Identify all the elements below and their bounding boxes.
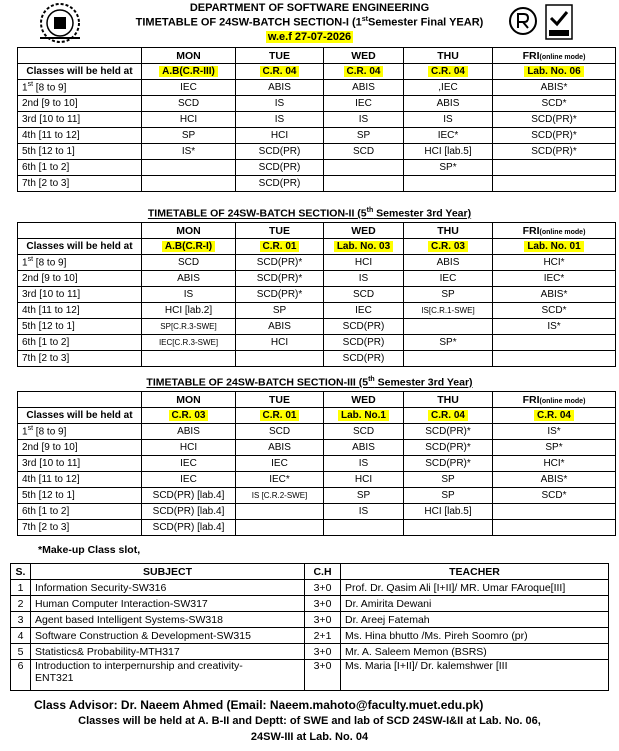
teacher-cell: Dr. Amirita Dewani xyxy=(341,596,609,612)
class-cell: IEC xyxy=(142,472,236,488)
class-cell xyxy=(493,520,616,536)
day-header: THU xyxy=(404,392,493,408)
room-cell: Lab. No.1 xyxy=(324,408,404,424)
class-cell: SCD(PR)* xyxy=(236,287,324,303)
slot-label: 4th [11 to 12] xyxy=(18,128,142,144)
class-cell: SCD xyxy=(236,424,324,440)
class-cell: HCI xyxy=(236,128,324,144)
class-cell: SCD(PR)* xyxy=(404,440,493,456)
timetable-section-3 xyxy=(17,391,616,536)
fri-mode-note: (online mode) xyxy=(539,228,586,236)
class-cell: SCD(PR)* xyxy=(236,255,324,271)
class-cell xyxy=(236,351,324,367)
slot-label: 7th [2 to 3] xyxy=(18,351,142,367)
class-cell: IS xyxy=(236,96,324,112)
class-cell: SCD(PR) xyxy=(236,176,324,192)
credit-hours-cell: 3+0 xyxy=(305,612,341,628)
class-cell: HCI* xyxy=(493,456,616,472)
subject-row xyxy=(11,644,609,660)
slot-row xyxy=(18,144,616,160)
room-cell: Lab. No. 06 xyxy=(493,64,616,80)
class-cell: ABIS* xyxy=(493,287,616,303)
teacher-cell: Ms. Maria [I+II]/ Dr. kalemshwer [III xyxy=(341,660,609,691)
slot-label: 1st [8 to 9] xyxy=(18,255,142,271)
class-cell xyxy=(493,335,616,351)
subject-cell: Software Construction & Development-SW315 xyxy=(31,628,305,644)
class-cell: SCD(PR) xyxy=(236,160,324,176)
section2-title: TIMETABLE OF 24SW-BATCH SECTION-II (5th Semester 3rd Year) xyxy=(147,207,472,220)
slot-row xyxy=(18,255,616,271)
corner-cell xyxy=(18,392,142,408)
slot-label: 6th [1 to 2] xyxy=(18,160,142,176)
class-cell xyxy=(493,176,616,192)
subject-row xyxy=(11,596,609,612)
class-cell xyxy=(493,504,616,520)
class-cell: SCD* xyxy=(493,303,616,319)
class-cell: SCD(PR)* xyxy=(493,112,616,128)
day-header: FRI(online mode) xyxy=(493,48,616,64)
class-cell: SP xyxy=(142,128,236,144)
day-header: WED xyxy=(324,48,404,64)
day-header: MON xyxy=(142,223,236,239)
serial-cell: 1 xyxy=(11,580,31,596)
day-header: TUE xyxy=(236,392,324,408)
room-cell: C.R. 04 xyxy=(404,64,493,80)
class-cell: IEC xyxy=(142,456,236,472)
subjects-table xyxy=(10,563,609,691)
subject-row xyxy=(11,580,609,596)
class-cell xyxy=(493,160,616,176)
slot-label: 5th [12 to 1] xyxy=(18,319,142,335)
class-cell: IS xyxy=(324,504,404,520)
teacher-cell: Prof. Dr. Qasim Ali [I+II]/ MR. Umar FAroque[III] xyxy=(341,580,609,596)
class-cell xyxy=(142,176,236,192)
class-cell: ABIS xyxy=(236,319,324,335)
subject-row xyxy=(11,612,609,628)
class-cell xyxy=(404,520,493,536)
slot-row xyxy=(18,440,616,456)
subjects-header-cell: SUBJECT xyxy=(31,564,305,580)
class-cell: SP* xyxy=(404,335,493,351)
slot-label: 1st [8 to 9] xyxy=(18,80,142,96)
page-header xyxy=(0,0,619,48)
subjects-header-row xyxy=(11,564,609,580)
class-cell: SCD(PR) [lab.4] xyxy=(142,488,236,504)
day-header: FRI(online mode) xyxy=(493,223,616,239)
class-cell: IS xyxy=(324,271,404,287)
subject-row xyxy=(11,660,609,691)
room-cell: C.R. 04 xyxy=(404,408,493,424)
class-cell: IS xyxy=(404,112,493,128)
class-cell xyxy=(404,319,493,335)
department-name: DEPARTMENT OF SOFTWARE ENGINEERING xyxy=(189,2,430,14)
slot-label: 6th [1 to 2] xyxy=(18,504,142,520)
class-cell: SCD* xyxy=(493,96,616,112)
class-cell: IEC* xyxy=(236,472,324,488)
class-cell: SP xyxy=(324,488,404,504)
class-cell: ABIS* xyxy=(493,80,616,96)
class-cell: ABIS xyxy=(404,255,493,271)
day-header: TUE xyxy=(236,223,324,239)
class-cell: SCD(PR) xyxy=(324,351,404,367)
room-row xyxy=(18,239,616,255)
day-header-row xyxy=(18,48,616,64)
class-cell: IEC xyxy=(324,303,404,319)
class-cell: IS xyxy=(324,112,404,128)
class-cell: IS xyxy=(236,112,324,128)
fri-mode-note: (online mode) xyxy=(539,53,586,61)
class-cell: SP xyxy=(324,128,404,144)
class-cell: HCI* xyxy=(493,255,616,271)
class-cell xyxy=(236,520,324,536)
room-cell: C.R. 03 xyxy=(142,408,236,424)
serial-cell: 4 xyxy=(11,628,31,644)
class-cell: IS [C.R.2-SWE] xyxy=(236,488,324,504)
class-cell xyxy=(142,160,236,176)
day-header-row xyxy=(18,392,616,408)
slot-row xyxy=(18,271,616,287)
class-cell xyxy=(404,351,493,367)
slot-label: 7th [2 to 3] xyxy=(18,520,142,536)
class-cell: HCI xyxy=(324,472,404,488)
class-cell: ABIS xyxy=(404,96,493,112)
class-cell: ABIS xyxy=(142,271,236,287)
class-cell xyxy=(236,504,324,520)
slot-row xyxy=(18,456,616,472)
room-cell: C.R. 04 xyxy=(493,408,616,424)
slot-row xyxy=(18,287,616,303)
slot-label: 4th [11 to 12] xyxy=(18,303,142,319)
class-cell: SP xyxy=(404,472,493,488)
slot-label: 4th [11 to 12] xyxy=(18,472,142,488)
class-cell: SCD(PR)* xyxy=(493,128,616,144)
serial-cell: 5 xyxy=(11,644,31,660)
slot-label: 5th [12 to 1] xyxy=(18,144,142,160)
class-cell: SP xyxy=(404,488,493,504)
subject-cell: Introduction to interpernurship and creativity- ENT321 xyxy=(31,660,305,691)
slot-label: 7th [2 to 3] xyxy=(18,176,142,192)
serial-cell: 3 xyxy=(11,612,31,628)
subject-cell: Human Computer Interaction-SW317 xyxy=(31,596,305,612)
class-cell: IEC xyxy=(404,271,493,287)
class-cell xyxy=(324,520,404,536)
room-row-label: Classes will be held at xyxy=(18,408,142,424)
class-cell: SCD(PR)* xyxy=(404,456,493,472)
class-cell: SCD(PR) xyxy=(236,144,324,160)
slot-label: 2nd [9 to 10] xyxy=(18,440,142,456)
subject-cell: Agent based Intelligent Systems-SW318 xyxy=(31,612,305,628)
slot-row xyxy=(18,112,616,128)
class-cell: IS xyxy=(324,456,404,472)
room-cell: C.R. 04 xyxy=(236,64,324,80)
corner-cell xyxy=(18,223,142,239)
room-cell: A.B(C.R-I) xyxy=(142,239,236,255)
class-cell: SCD(PR) [lab.4] xyxy=(142,520,236,536)
class-cell: SP[C.R.3-SWE] xyxy=(142,319,236,335)
day-header: FRI(online mode) xyxy=(493,392,616,408)
class-cell: SCD(PR) xyxy=(324,335,404,351)
slot-row xyxy=(18,303,616,319)
teacher-cell: Dr. Areej Fatemah xyxy=(341,612,609,628)
class-cell xyxy=(324,160,404,176)
class-cell: IEC xyxy=(324,96,404,112)
room-cell: C.R. 01 xyxy=(236,408,324,424)
class-cell xyxy=(404,176,493,192)
section3-title: TIMETABLE OF 24SW-BATCH SECTION-III (5th Semester 3rd Year) xyxy=(146,376,473,389)
subjects-header-cell: C.H xyxy=(305,564,341,580)
class-cell: SCD(PR) [lab.4] xyxy=(142,504,236,520)
credit-hours-cell: 3+0 xyxy=(305,580,341,596)
room-cell: Lab. No. 01 xyxy=(493,239,616,255)
class-cell: ABIS xyxy=(324,440,404,456)
slot-row xyxy=(18,160,616,176)
class-cell: ABIS xyxy=(236,440,324,456)
footer-note-line1: Classes will be held at A. B-II and Deptt: of SWE and lab of SCD 24SW-I&II at Lab. No. 06, xyxy=(78,715,541,727)
class-cell: SP* xyxy=(493,440,616,456)
class-cell: SCD* xyxy=(493,488,616,504)
room-cell: C.R. 04 xyxy=(324,64,404,80)
registered-mark-icon xyxy=(508,6,538,36)
class-cell: ABIS xyxy=(324,80,404,96)
room-row xyxy=(18,408,616,424)
class-cell: IEC* xyxy=(493,271,616,287)
day-header: MON xyxy=(142,48,236,64)
certification-badge-icon xyxy=(545,4,573,40)
slot-row xyxy=(18,504,616,520)
class-cell: HCI [lab.5] xyxy=(404,144,493,160)
teacher-cell: Mr. A. Saleem Memon (BSRS) xyxy=(341,644,609,660)
day-header: WED xyxy=(324,392,404,408)
slot-row xyxy=(18,96,616,112)
class-cell: SCD(PR)* xyxy=(236,271,324,287)
makeup-note: *Make-up Class slot, xyxy=(38,544,141,556)
section1-title: TIMETABLE OF 24SW-BATCH SECTION-I (1stSemester Final YEAR) xyxy=(135,16,484,29)
slot-row xyxy=(18,488,616,504)
slot-row xyxy=(18,176,616,192)
room-cell: C.R. 03 xyxy=(404,239,493,255)
class-cell: HCI xyxy=(142,112,236,128)
slot-label: 3rd [10 to 11] xyxy=(18,287,142,303)
class-cell: SCD xyxy=(324,287,404,303)
class-cell xyxy=(142,351,236,367)
class-cell: SP xyxy=(236,303,324,319)
serial-cell: 2 xyxy=(11,596,31,612)
class-cell: HCI xyxy=(236,335,324,351)
day-header: THU xyxy=(404,223,493,239)
class-cell: ,IEC xyxy=(404,80,493,96)
day-header: MON xyxy=(142,392,236,408)
class-cell: IS* xyxy=(493,424,616,440)
class-cell: SCD(PR)* xyxy=(404,424,493,440)
corner-cell xyxy=(18,48,142,64)
slot-row xyxy=(18,520,616,536)
class-cell: HCI [lab.2] xyxy=(142,303,236,319)
room-cell: A.B(C.R-III) xyxy=(142,64,236,80)
subject-row xyxy=(11,628,609,644)
slot-row xyxy=(18,351,616,367)
timetable-section-1 xyxy=(17,47,616,192)
room-row xyxy=(18,64,616,80)
day-header-row xyxy=(18,223,616,239)
room-cell: Lab. No. 03 xyxy=(324,239,404,255)
credit-hours-cell: 2+1 xyxy=(305,628,341,644)
slot-label: 3rd [10 to 11] xyxy=(18,456,142,472)
slot-row xyxy=(18,424,616,440)
class-cell: SCD xyxy=(324,424,404,440)
class-cell: IEC[C.R.3-SWE] xyxy=(142,335,236,351)
class-cell: SCD xyxy=(142,255,236,271)
class-cell: IEC xyxy=(236,456,324,472)
slot-row xyxy=(18,335,616,351)
class-cell: SCD(PR)* xyxy=(493,144,616,160)
slot-row xyxy=(18,319,616,335)
room-row-label: Classes will be held at xyxy=(18,239,142,255)
slot-label: 2nd [9 to 10] xyxy=(18,271,142,287)
slot-label: 6th [1 to 2] xyxy=(18,335,142,351)
class-advisor: Class Advisor: Dr. Naeem Ahmed (Email: Naeem.mahoto@faculty.muet.edu.pk) xyxy=(34,698,484,712)
class-cell: SP* xyxy=(404,160,493,176)
slot-label: 5th [12 to 1] xyxy=(18,488,142,504)
class-cell: ABIS xyxy=(142,424,236,440)
slot-row xyxy=(18,80,616,96)
class-cell: HCI xyxy=(142,440,236,456)
subjects-header-cell: S. xyxy=(11,564,31,580)
class-cell: IEC xyxy=(142,80,236,96)
class-cell: SP xyxy=(404,287,493,303)
room-row-label: Classes will be held at xyxy=(18,64,142,80)
class-cell: IS xyxy=(142,287,236,303)
class-cell: ABIS xyxy=(236,80,324,96)
class-cell: IS[C.R.1-SWE] xyxy=(404,303,493,319)
class-cell xyxy=(493,351,616,367)
credit-hours-cell: 3+0 xyxy=(305,596,341,612)
day-header: WED xyxy=(324,223,404,239)
room-cell: C.R. 01 xyxy=(236,239,324,255)
class-cell: SCD xyxy=(142,96,236,112)
fri-mode-note: (online mode) xyxy=(539,397,586,405)
class-cell: ABIS* xyxy=(493,472,616,488)
serial-cell: 6 xyxy=(11,660,31,691)
teacher-cell: Ms. Hina bhutto /Ms. Pireh Soomro (pr) xyxy=(341,628,609,644)
subject-cell: Statistics& Probability-MTH317 xyxy=(31,644,305,660)
subject-cell: Information Security-SW316 xyxy=(31,580,305,596)
subjects-header-cell: TEACHER xyxy=(341,564,609,580)
effective-date: w.e.f 27-07-2026 xyxy=(267,31,352,43)
slot-label: 3rd [10 to 11] xyxy=(18,112,142,128)
slot-row xyxy=(18,472,616,488)
day-header: TUE xyxy=(236,48,324,64)
slot-label: 2nd [9 to 10] xyxy=(18,96,142,112)
timetable-section-2 xyxy=(17,222,616,367)
class-cell xyxy=(324,176,404,192)
slot-label: 1st [8 to 9] xyxy=(18,424,142,440)
footer-note-line2: 24SW-III at Lab. No. 04 xyxy=(250,731,369,743)
class-cell: HCI xyxy=(324,255,404,271)
class-cell: IS* xyxy=(142,144,236,160)
day-header: THU xyxy=(404,48,493,64)
slot-row xyxy=(18,128,616,144)
class-cell: SCD xyxy=(324,144,404,160)
credit-hours-cell: 3+0 xyxy=(305,660,341,691)
class-cell: IEC* xyxy=(404,128,493,144)
class-cell: HCI [lab.5] xyxy=(404,504,493,520)
class-cell: SCD(PR) xyxy=(324,319,404,335)
class-cell: IS* xyxy=(493,319,616,335)
credit-hours-cell: 3+0 xyxy=(305,644,341,660)
